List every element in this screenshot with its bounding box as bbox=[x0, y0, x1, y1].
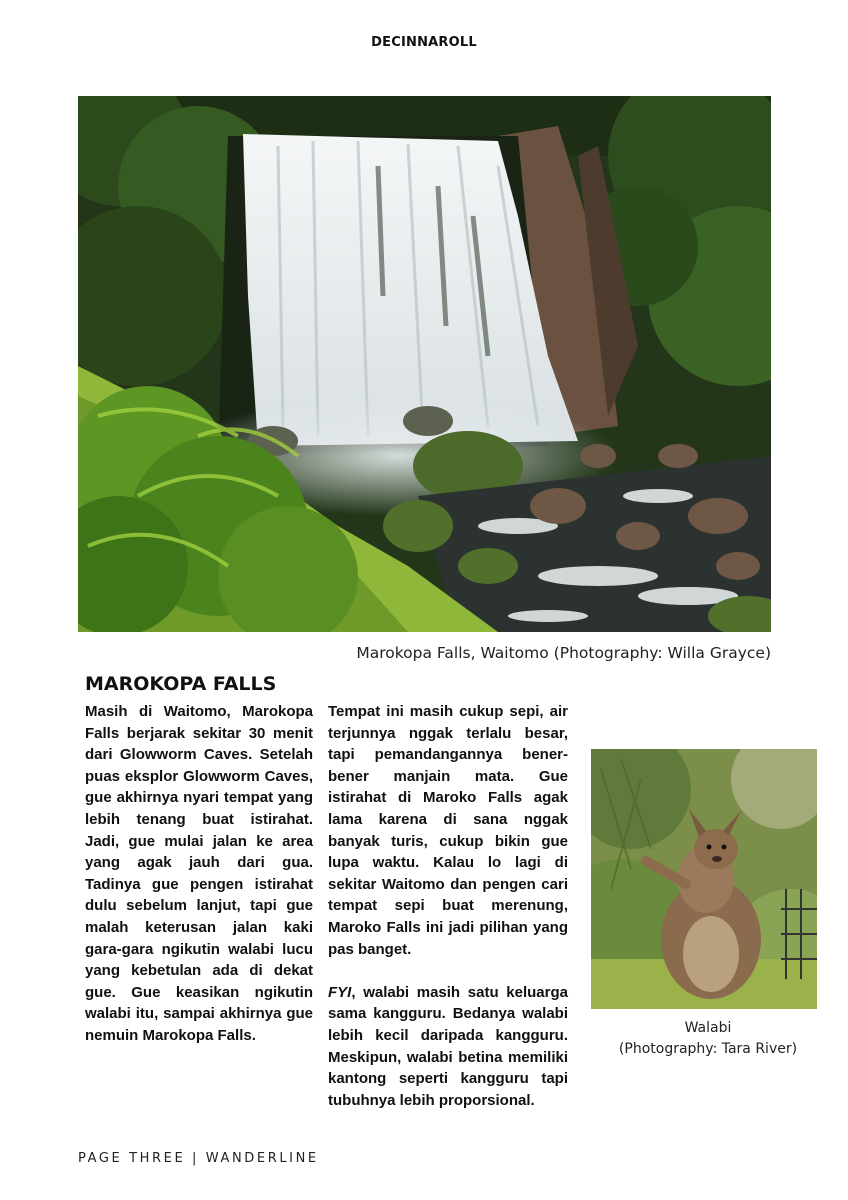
fyi-paragraph bbox=[328, 982, 568, 1112]
article-column-1 bbox=[85, 701, 313, 1047]
magazine-masthead: DECINNAROLL bbox=[371, 35, 477, 50]
fyi-text: , walabi masih satu keluarga sama kangguru. Bedanya walabi lebih kecil daripada kangguru. Meskipun, walabi betina memiliki kantong seperti kangguru tapi tubuhnya lebih proporsional. bbox=[328, 983, 568, 1109]
caption-title: Walabi bbox=[684, 1020, 732, 1036]
page-footer: PAGE THREE | WANDERLINE bbox=[78, 1151, 319, 1166]
caption-credit: (Photography: Tara River) bbox=[618, 1041, 798, 1057]
fyi-label: FYI bbox=[328, 983, 352, 1001]
wallaby-photo bbox=[591, 749, 817, 1009]
section-title: MAROKOPA FALLS bbox=[85, 673, 277, 695]
waterfall-photo bbox=[78, 96, 771, 632]
article-paragraph: Tempat ini masih cukup sepi, air terjunnya nggak terlalu besar, tapi pemandangannya bener-bener manjain mata. Gue istirahat di Maroko Falls agak lama karena di sana nggak banyak turis, cukup bikin gue lupa waktu. Kalau lo lagi di sekitar Waitomo dan pengen cari tempat sepi buat merenung, Maroko Falls ini jadi pilihan yang pas banget. bbox=[328, 703, 568, 958]
wallaby-photo-caption bbox=[591, 1018, 825, 1060]
article-column-2 bbox=[328, 701, 568, 1111]
article-paragraph: Masih di Waitomo, Marokopa Falls berjarak sekitar 30 menit dari Glowworm Caves. Setelah puas eksplor Glowworm Caves, gue akhirnya nyari tempat yang lebih tenang buat istirahat. Jadi, gue mulai jalan ke area yang agak jauh dari gua. Tadinya gue pengen istirahat dulu sebelum lanjut, tapi gue malah keterusan jalan kaki gara-gara ngikutin walabi lucu yang kebetulan ada di dekat gue. Gue keasikan ngikutin walabi itu, sampai akhirnya gue nemuin Marokopa Falls. bbox=[85, 703, 313, 1044]
waterfall-photo-caption: Marokopa Falls, Waitomo (Photography: Willa Grayce) bbox=[356, 644, 771, 662]
